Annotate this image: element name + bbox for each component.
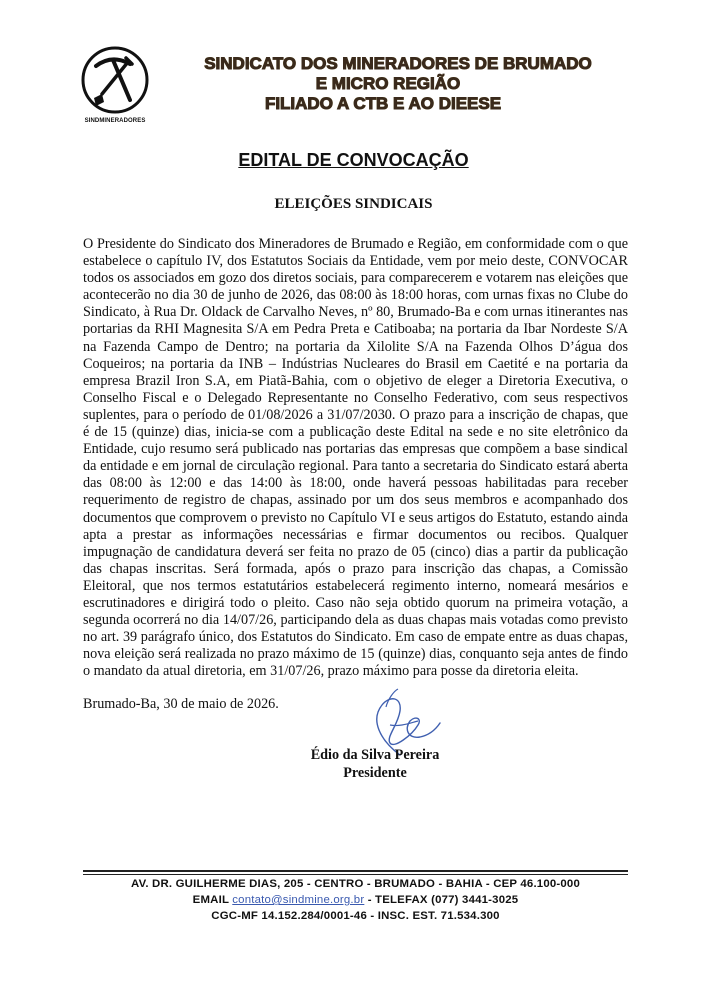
header-line-1: SINDICATO DOS MINERADORES DE BRUMADO: [158, 54, 638, 74]
footer-contact: [83, 876, 628, 924]
signer-role: Presidente: [343, 765, 407, 781]
footer-divider-thin: [83, 874, 628, 875]
letterhead: [0, 0, 707, 140]
footer-registry: CGC-MF 14.152.284/0001-46 - INSC. EST. 71.534.300: [211, 910, 500, 922]
footer-address: AV. DR. GUILHERME DIAS, 205 - CENTRO - BRUMADO - BAHIA - CEP 46.100-000: [130, 878, 581, 890]
email-link[interactable]: contato@sindmine.org.br: [232, 894, 365, 906]
footer-divider: [83, 870, 628, 872]
document-subtitle: ELEIÇÕES SINDICAIS: [274, 196, 433, 212]
header-line-2: E MICRO REGIÃO: [138, 74, 638, 94]
notice-body: O Presidente do Sindicato dos Mineradores de Brumado e Região, em conformidade com o que estabelece o capítulo IV, dos Estatutos Sociais da Entidade, vem por meio deste, CONVOCAR todos os associados em gozo dos diretos sociais, para comparecerem e votarem nas eleições que acontecerão no dia 30 de junho de 2026, das 08:00 às 18:00 horas, com urnas fixas no Clube do Sindicato, à Rua Dr. Oldack de Carvalho Neves, nº 80, Brumado-Ba e com urnas itinerantes nas portarias da RHI Magnesita S/A em Pedra Preta e Catiboaba; na portaria da Ibar Nordeste S/A na Fazenda Campo de Dentro; na portaria da Xilolite S/A na Fazenda Olhos D’água dos Coqueiros; na portaria da INB – Indústrias Nucleares do Brasil em Caetité e na portaria da empresa Brazil Iron S.A, em Piatã-Bahia, com o objetivo de eleger a Diretoria Executiva, o Conselho Fiscal e o Delegado Representante no Conselho Federativo, com seus respectivos suplentes, para o período de 01/08/2026 a 31/07/2030. O prazo para a inscrição de chapas, que é de 15 (quinze) dias, inicia-se com a publicação deste Edital na sede e no site eletrônico da Entidade, cujo resumo será publicado nas portarias das empresas que compõem a base sindical da entidade e em jornal de circulação regional. Para tanto a secretaria do Sindicato estará aberta das 08:00 às 12:00 e das 14:00 às 18:00, onde haverá pessoas habilitadas para receber requerimento de registro de chapas, assinado por um dos seus membros e acompanhado dos documentos que comprovem o previsto no Capítulo VI e seus artigos do Estatuto, estando ainda apta a prestar as informações necessárias e firmar documentos ou recibos. Qualquer impugnação de candidatura deverá ser feita no prazo de 05 (cinco) dias a partir da publicação das chapas inscritas. Será formada, após o prazo para inscrição das chapas, a Comissão Eleitoral, que nos termos estatutários estabelecerá regimento interno, nomeará mesários e escrutinadores e dirigirá todo o pleito. Caso não seja obtido quorum na primeira votação, a segunda ocorrerá no dia 14/07/26, participando dela as duas chapas mais votadas como previsto no art. 39 parágrafo único, dos Estatutos do Sindicato. Em caso de empate entre as duas chapas, nova eleição será realizada no prazo máximo de 15 (quinze) dias, conquanto seja antes de findo o mandato da atual diretoria, em 31/07/26, prazo máximo para posse da diretoria eleita.: [83, 236, 628, 680]
logo-caption: SINDMINERADORES: [84, 118, 146, 124]
telefax: - TELEFAX (077) 3441-3025: [367, 894, 519, 906]
email-label: EMAIL: [192, 894, 229, 906]
footer-contact-line: [83, 892, 628, 908]
place-and-date: Brumado-Ba, 30 de maio de 2026.: [83, 696, 279, 712]
document-title: EDITAL DE CONVOCAÇÃO: [238, 150, 469, 170]
header-line-3: FILIADO A CTB E AO DIEESE: [128, 94, 638, 114]
union-name: [178, 54, 638, 114]
signer-name: Édio da Silva Pereira: [310, 747, 440, 763]
